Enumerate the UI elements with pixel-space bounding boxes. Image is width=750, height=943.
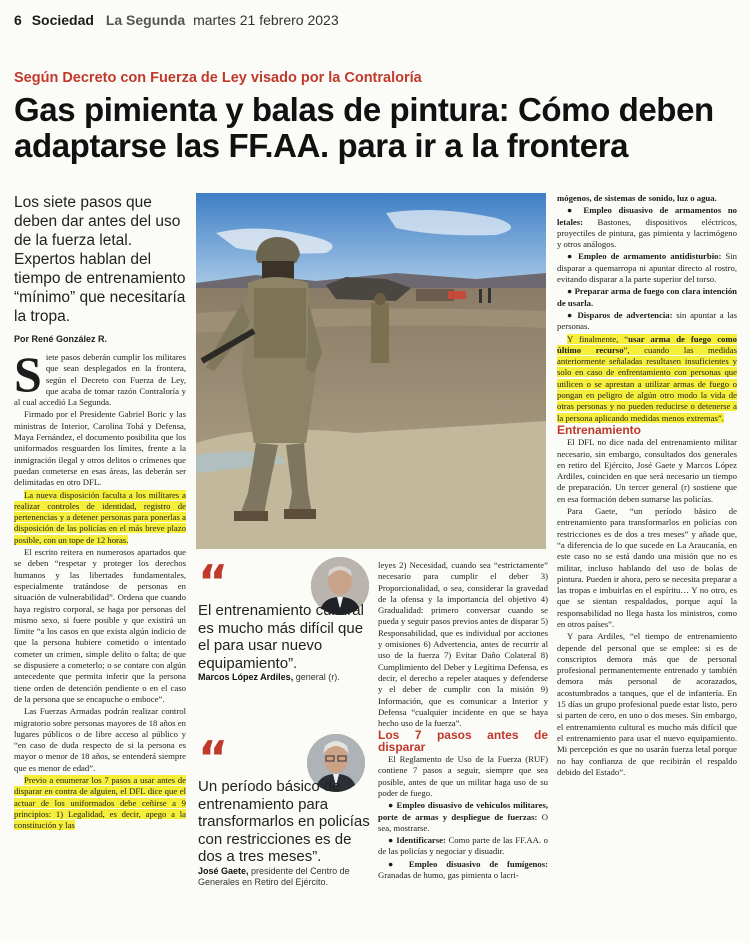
quote-author: Marcos López Ardiles, (198, 672, 294, 682)
step-title: Empleo disuasivo de vehículos militares, porte de armas y despliegue de fuerzas: (378, 800, 549, 822)
paragraph: Firmado por el Presidente Gabriel Boric y las ministras de Interior, Carolina Tohá y Defensa, Maya Fernández, el documento posibilita que los uniformados resguarden los límites, frente a la inmigración ilegal y otros delitos o crímenes que puedan cometerse en esas áreas, las deberán ser delimitadas en otro DFL. (14, 409, 186, 488)
step-continuation: mógenos, de sistemas de sonido, luz o agua. (557, 193, 717, 203)
step-title: Empleo disuasivo de fumígenos: (408, 858, 548, 869)
quote-text: El entrenamiento cultural es mucho más difícil que el para usar nuevo equipamiento”. (198, 602, 364, 672)
step-title: Disparos de advertencia: (577, 309, 673, 320)
step-text: Bastones, dispositivos eléctricos, proyectiles de pintura, gas pimienta y lacrimógeno y otros análogos. (557, 216, 738, 250)
step-text: Sin disparar a quemarropa ni apuntar directo al rostro, evitando disparar a la parte superior del torso. (557, 251, 738, 285)
paragraph: leyes 2) Necesidad, cuando sea “estrictamente” necesario para cumplir el deber 3) Proporcionalidad, o sea, considerar la gravedad de la ofensa y la importancia del objetivo 4) Gradualidad: primero conversar cuando se pueda y seguir pasos previos antes de disparar 5) Responsabilidad, que es individual por acciones y omisiones 6) Advertencia, antes de recurrir al uso de la fuerza 7) Evitar Daño Colateral 8) Cumplimiento del Deber y Legítima Defensa, es decir, el derecho a repeler ataques y defenderse y el deber de cumplir con la misión 9) Información, que es comunicar a Interior y Defensa “cualquier incidente en que se haya hecho uso de la fuerza”. (378, 560, 548, 729)
newspaper-name: La Segunda (105, 12, 186, 28)
quote-author: José Gaete, (198, 865, 249, 876)
quote-attribution (198, 672, 370, 683)
intro-paragraph (14, 346, 186, 408)
step-item: ● Disparos de advertencia: sin apuntar a las personas. (557, 309, 738, 332)
article-column-4 (557, 193, 737, 779)
drop-cap: S (14, 346, 42, 402)
step-title: Empleo de armamento antidisturbio: (578, 251, 722, 262)
paragraph-text: iete pasos deberán cumplir los militares que sean desplegados en la frontera, según el Decreto con Fuerza de Ley, que acaba de tomar razón Contraloría y al cual accedió La Segunda. (14, 352, 186, 408)
step-item: ● Empleo disuasivo de fumígenos: Granadas de humo, gas pimienta o lacri- (378, 858, 548, 881)
highlighted-paragraph (14, 775, 186, 831)
highlighted-paragraph (557, 334, 737, 424)
quote-mark-icon: “ (198, 555, 229, 609)
article-column-3 (378, 560, 548, 882)
paragraph: Para Gaete, “un período básico de entrenamiento para transformarlos en policías con restricciones es de dos a tres meses” y añade que, “a diferencia de lo que sucede en La Araucanía, en este caso no se está dando una misión que no es militar, incluso hablando del uso de bolas de pintura. Pueden ir ahora, pero se necesita preparar a las tropas e imbuirlas en el espíritu… Y no otro, es que se sientan respaldados, porque aquí la responsabilidad no llega hasta los ministros, como en otros países”. (557, 506, 737, 629)
soldier-photo (196, 193, 546, 549)
highlighted-text (557, 334, 737, 423)
highlighted-text: Previo a enumerar los 7 pasos a usar antes de disparar en contra de alguien, el DFL dice que el actuar de los uniformados debe ceñirse a 9 principios: 1) Legalidad, es decir, apego a la constitución y las (14, 774, 186, 831)
step-item: ● Empleo de armamento antidisturbio: Sin disparar a quemarropa ni apuntar directo al rostro, evitando disparar a la parte superior del torso. (557, 251, 738, 285)
step-text: sin apuntar a las personas. (557, 309, 738, 332)
issue-date: martes 21 febrero 2023 (193, 12, 339, 28)
section-subhead: Entrenamiento (557, 422, 642, 437)
section-name: Sociedad (31, 12, 94, 28)
emphasis-text: usar arma de fuego como último recurso (557, 333, 737, 355)
highlighted-paragraph (14, 490, 186, 546)
article-kicker: Según Decreto con Fuerza de Ley visado por la Contraloría (14, 70, 422, 86)
article-headline: Gas pimienta y balas de pintura: Cómo deben adaptarse las FF.AA. para ir a la frontera (14, 91, 714, 164)
section-subhead: Los 7 pasos antes de disparar (378, 728, 548, 754)
step-text: Como parte de las FF.AA. o de las policías y negociar y disuadir. (378, 835, 549, 857)
step-title: Empleo disuasivo de armamentos no letales: (557, 205, 737, 227)
step-item: ● Identificarse: Como parte de las FF.AA. o de las policías y negociar y disuadir. (378, 835, 549, 857)
paragraph: Y para Ardiles, “el tiempo de entrenamiento depende del personal que se emplee: si es de conscriptos demora más que de personal profesional permanentemente entrenado y también demora más personal de acorazados, acostumbrados a tanques, que el de infantería. En 15 días un grupo profesional puede estar listo, pero si parten de cero, en uno o dos meses. Sin embargo, el entrenamiento cultural es mucho más difícil que el entrenamiento para usar el nuevo equipamiento. Mi percepción es que no usarán fuerza letal porque no hay confianza de que recibirán el respaldo debido del Estado”. (557, 631, 737, 777)
quote-attribution (198, 866, 370, 888)
step-text: O sea, mostrarse. (378, 811, 549, 833)
step-item: ● Empleo disuasivo de vehículos militares, porte de armas y despliegue de fuerzas: O sea, mostrarse. (378, 800, 549, 833)
paragraph: El Reglamento de Uso de la Fuerza (RUF) contiene 7 pasos a seguir, siempre que sea posible, antes de que un militar haga uso de su poder de fuego. (378, 754, 548, 798)
pull-quote-2 (198, 731, 370, 888)
quote-mark-icon: “ (198, 731, 229, 785)
step-item: ● Preparar arma de fuego con clara intención de usarla. (557, 286, 737, 308)
paragraph: El escrito reitera en numerosos apartados que se deben “respetar y proteger los derechos humanos y las libertades fundamentales, especialmente tratándose de personas en situación de vulnerabilidad”. Ordena que cuando haya registro corporal, se haga por personas del mismo sexo, si fuere posible y que existirá un límite “a los casos en que exista algún indicio de que la persona hubiere cometido o intentado cometer un crimen, simple delito o falta; de que se dispusiere a cometerlo; o se contare con algún antecedente que permita inferir que la persona tiene orden de detención pendiente o en el caso de la persona que se encapuche o emboce”. (14, 547, 186, 704)
highlighted-text: La nueva disposición faculta a los militares a realizar controles de identidad, registro de pertenencias y a detener personas para ponerlas a disposición de las policías en el más breve plazo posible, con un tope de 12 horas. (14, 489, 186, 545)
step-title: Identificarse: (396, 835, 446, 846)
paragraph (557, 193, 737, 204)
step-item: ● Empleo disuasivo de armamentos no letales: Bastones, dispositivos eléctricos, proyectiles de pintura, gas pimienta y lacrimógeno y otros análogos. (557, 205, 738, 250)
paragraph: Las Fuerzas Armadas podrán realizar control migratorio sobre personas mayores de 18 años en lugares públicos o de libre acceso al público y “en caso de duda respecto de si la persona es mayor o menor de 18 años, se entenderá siempre que es menor de edad”. (14, 706, 186, 773)
text-fragment: ”, cuando las medidas anteriormente señaladas resultasen insuficientes y solo en caso de enfrentamiento con personas que utilicen o se aprestan a utilizar armas de fuego o pongan en peligro de algún otro modo la vida de otras personas y no pueden reducirse o detenerse a la persona aplicando medidas menos extremas”. (557, 344, 737, 423)
step-title: Preparar arma de fuego con clara intención de usarla. (557, 286, 737, 308)
article-column-1 (14, 346, 186, 832)
page-folio (14, 12, 339, 28)
step-text: Granadas de humo, gas pimienta o lacri- (378, 870, 519, 881)
article-byline: Por René González R. (14, 334, 108, 344)
paragraph: El DFL no dice nada del entrenamiento militar necesario, sin embargo, consultados dos generales en retiro del Ejército, José Gaete y Marcos López Ardiles, coinciden en que será necesario un tiempo de preparación. Un tercer general (r) sostiene que en esa formación deben sumarse las policías. (557, 437, 737, 504)
text-fragment: Y finalmente, “ (567, 333, 629, 344)
quote-text: Un período básico de entrenamiento para transformarlos en policías con restricciones es de dos a tres meses”. (198, 778, 370, 865)
article-deck: Los siete pasos que deben dar antes del uso de la fuerza letal. Expertos hablan del tiempo de entrenamiento “mínimo” que necesitaría la tropa. (14, 194, 186, 325)
pull-quote-1 (198, 555, 370, 683)
page-number: 6 (14, 12, 22, 28)
quote-author-role: presidente del Centro de Generales en Retiro del Ejército. (198, 865, 350, 887)
quote-author-role: general (r). (295, 672, 340, 682)
